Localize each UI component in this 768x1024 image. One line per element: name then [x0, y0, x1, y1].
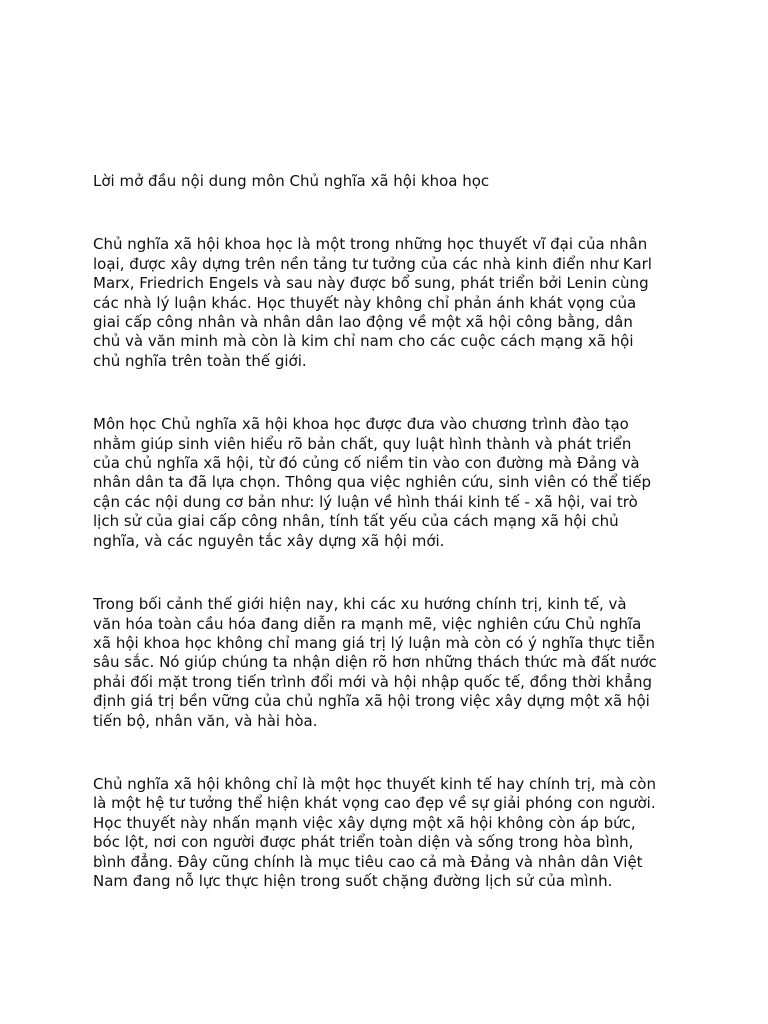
paragraph-line: Trong bối cảnh thế giới hiện nay, khi các xu hướng chính trị, kinh tế, và — [93, 595, 627, 614]
paragraph-line: nhân dân ta đã lựa chọn. Thông qua việc nghiên cứu, sinh viên có thể tiếp — [93, 473, 652, 492]
paragraph-line: xã hội khoa học không chỉ mang giá trị lý luận mà còn có ý nghĩa thực tiễn — [93, 633, 655, 652]
paragraph-line: Nam đang nỗ lực thực hiện trong suốt chặng đường lịch sử của mình. — [93, 871, 613, 890]
paragraph-line: Chủ nghĩa xã hội khoa học là một trong những học thuyết vĩ đại của nhân — [93, 235, 648, 254]
paragraph-line: bình đẳng. Đây cũng chính là mục tiêu cao cả mà Đảng và nhân dân Việt — [93, 852, 643, 871]
paragraph-3 — [93, 595, 683, 731]
paragraph-line: nghĩa, và các nguyên tắc xây dựng xã hội mới. — [93, 531, 445, 550]
paragraph-line: là một hệ tư tưởng thể hiện khát vọng cao đẹp về sự giải phóng con người. — [93, 794, 656, 813]
paragraph-line: nhằm giúp sinh viên hiểu rõ bản chất, quy luật hình thành và phát triển — [93, 434, 632, 453]
paragraph-4 — [93, 775, 683, 891]
paragraph-line: các nhà lý luận khác. Học thuyết này không chỉ phản ánh khát vọng của — [93, 293, 637, 312]
paragraph-line: giai cấp công nhân và nhân dân lao động về một xã hội công bằng, dân — [93, 313, 633, 332]
paragraph-2 — [93, 415, 683, 551]
paragraph-line: tiến bộ, nhân văn, và hài hòa. — [93, 711, 318, 730]
paragraph-line: định giá trị bền vững của chủ nghĩa xã hội trong việc xây dựng một xã hội — [93, 692, 650, 711]
paragraph-line: sâu sắc. Nó giúp chúng ta nhận diện rõ hơn những thách thức mà đất nước — [93, 653, 657, 672]
paragraph-line: Chủ nghĩa xã hội không chỉ là một học thuyết kinh tế hay chính trị, mà còn — [93, 774, 656, 793]
paragraph-line: loại, được xây dựng trên nền tảng tư tưởng của các nhà kinh điển như Karl — [93, 254, 652, 273]
paragraph-line: chủ nghĩa trên toàn thế giới. — [93, 351, 307, 370]
paragraph-line: của chủ nghĩa xã hội, từ đó củng cố niềm tin vào con đường mà Đảng và — [93, 454, 640, 473]
document-body — [93, 172, 683, 891]
paragraph-line: Học thuyết này nhấn mạnh việc xây dựng một xã hội không còn áp bức, — [93, 813, 636, 832]
paragraph-line: phải đối mặt trong tiến trình đổi mới và hội nhập quốc tế, đồng thời khẳng — [93, 672, 653, 691]
paragraph-line: cận các nội dung cơ bản như: lý luận về hình thái kinh tế - xã hội, vai trò — [93, 492, 638, 511]
paragraph-line: Marx, Friedrich Engels và sau này được bổ sung, phát triển bởi Lenin cùng — [93, 274, 649, 293]
paragraph-line: bóc lột, nơi con người được phát triển toàn diện và sống trong hòa bình, — [93, 833, 634, 852]
paragraph-1 — [93, 235, 683, 371]
paragraph-line: chủ và văn minh mà còn là kim chỉ nam cho các cuộc cách mạng xã hội — [93, 332, 634, 351]
paragraph-line: Môn học Chủ nghĩa xã hội khoa học được đưa vào chương trình đào tạo — [93, 415, 629, 434]
paragraph-line: văn hóa toàn cầu hóa đang diễn ra mạnh mẽ, việc nghiên cứu Chủ nghĩa — [93, 614, 642, 633]
document-title: Lời mở đầu nội dung môn Chủ nghĩa xã hội khoa học — [93, 172, 490, 190]
paragraph-line: lịch sử của giai cấp công nhân, tính tất yếu của cách mạng xã hội chủ — [93, 512, 619, 531]
